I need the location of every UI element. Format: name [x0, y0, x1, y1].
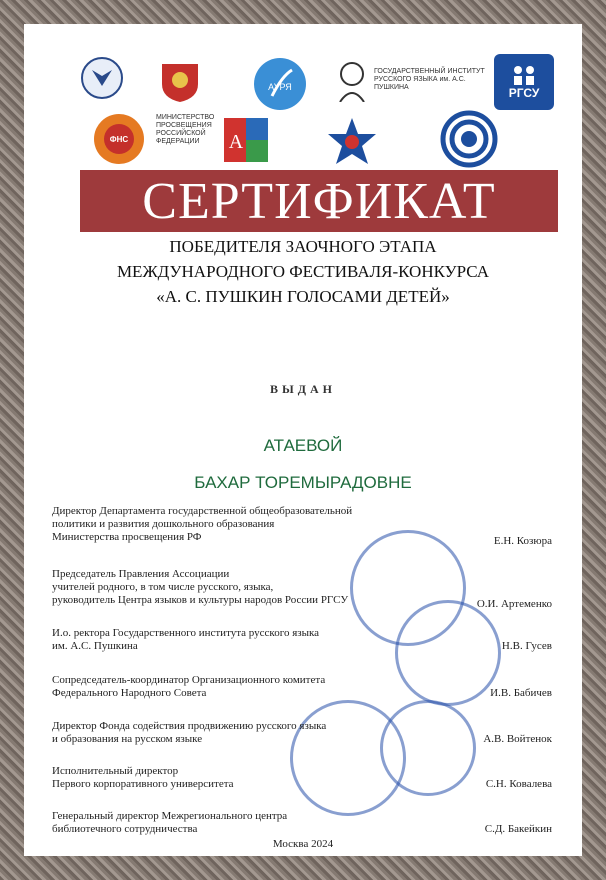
- rgsu-label: РГСУ: [508, 86, 540, 100]
- svg-text:А: А: [228, 131, 244, 153]
- certificate-title-banner: [80, 170, 558, 232]
- signatory-row: [52, 505, 552, 547]
- signatory-role-line: библиотечного сотрудничества: [52, 823, 198, 835]
- ministry-education-label: МИНИСТЕРСТВО ПРОСВЕЩЕНИЯ РОССИЙСКОЙ ФЕДЕРАЦИИ: [156, 114, 215, 145]
- fns-label: ФНС: [109, 134, 129, 144]
- rings-emblem-icon: [440, 110, 498, 168]
- signatory-role-line: Генеральный директор Межрегионального центра: [52, 810, 288, 822]
- svg-text:АУРЯ: АУРЯ: [268, 82, 292, 92]
- signatory-row: [52, 720, 552, 746]
- signatory-row: [52, 765, 552, 791]
- association-logo: [252, 56, 308, 112]
- first-corporate-university-logo: [326, 116, 378, 168]
- signatory-role-line: им. А.С. Пушкина: [52, 640, 138, 652]
- signatory-role-line: Председатель Правления Ассоциации: [52, 568, 230, 580]
- signatory-row: [52, 627, 552, 653]
- signatory-name: Е.Н. Козюра: [493, 535, 552, 547]
- eagle-emblem-icon: [78, 56, 126, 100]
- signatory-name: И.В. Бабичев: [490, 687, 552, 699]
- recipient-surname: АТАЕВОЙ: [263, 436, 343, 455]
- signatory-name: А.В. Войтенок: [483, 733, 552, 745]
- subtitle-line-2: МЕЖДУНАРОДНОГО ФЕСТИВАЛЯ-КОНКУРСА: [116, 262, 490, 281]
- coat-of-arms-logo: [156, 60, 204, 104]
- signatory-row: [52, 674, 552, 700]
- signatory-name: С.Д. Бакейкин: [484, 823, 552, 835]
- institute-label: ГОСУДАРСТВЕННЫЙ ИНСТИТУТ РУССКОГО ЯЗЫКА им. А.С. ПУШКИНА: [374, 68, 485, 91]
- fns-logo: [92, 112, 146, 166]
- alphabet-logo: [222, 116, 270, 164]
- signatory-name: Н.В. Гусев: [501, 640, 552, 652]
- quill-emblem-icon: [252, 56, 308, 112]
- signatory-role-line: Первого корпоративного университета: [52, 778, 234, 790]
- signatory-role-line: и образования на русском языке: [52, 733, 203, 745]
- signatory-role-line: И.о. ректора Государственного института русского языка: [52, 627, 320, 639]
- signatory-role-line: Директор Фонда содействия продвижению русского языка: [52, 720, 327, 732]
- rgsu-logo: [494, 54, 554, 110]
- signatory-role-line: Директор Департамента государственной общеобразовательной: [52, 505, 353, 517]
- issued-label: ВЫДАН: [269, 382, 337, 396]
- ministry-emblem-logo: [78, 56, 126, 100]
- signatory-role-line: Исполнительный директор: [52, 765, 179, 777]
- shield-emblem-icon: [156, 60, 204, 104]
- letter-a-emblem-icon: [222, 116, 270, 164]
- signatory-name: С.Н. Ковалева: [485, 778, 552, 790]
- signatory-role-line: учителей родного, в том числе русского, языка,: [52, 581, 274, 593]
- subtitle-line-3: «А. С. ПУШКИН ГОЛОСАМИ ДЕТЕЙ»: [156, 287, 450, 306]
- library-center-logo: [440, 110, 498, 168]
- certificate-title: СЕРТИФИКАТ: [142, 172, 496, 230]
- signatory-role-line: политики и развития дошкольного образования: [52, 518, 275, 530]
- signatory-row: [52, 810, 552, 836]
- star-emblem-icon: [326, 116, 378, 168]
- pushkin-institute-logo: [334, 56, 490, 104]
- signatory-name: О.И. Артеменко: [476, 598, 552, 610]
- signatory-role-line: Федерального Народного Совета: [52, 687, 207, 699]
- rgsu-figures-icon: [511, 64, 537, 86]
- signatory-role-line: Сопредседатель-координатор Организационного комитета: [52, 674, 326, 686]
- signatory-row: [52, 568, 552, 610]
- signatory-role-line: руководитель Центра языков и культуры народов России РГСУ: [52, 594, 349, 606]
- subtitle-line-1: ПОБЕДИТЕЛЯ ЗАОЧНОГО ЭТАПА: [169, 237, 437, 256]
- recipient-given-name: БАХАР ТОРЕМЫРАДОВНЕ: [194, 473, 412, 492]
- pushkin-portrait-icon: [334, 58, 370, 102]
- signatory-role-line: Министерства просвещения РФ: [52, 531, 202, 543]
- place-year-footer: Москва 2024: [272, 838, 334, 850]
